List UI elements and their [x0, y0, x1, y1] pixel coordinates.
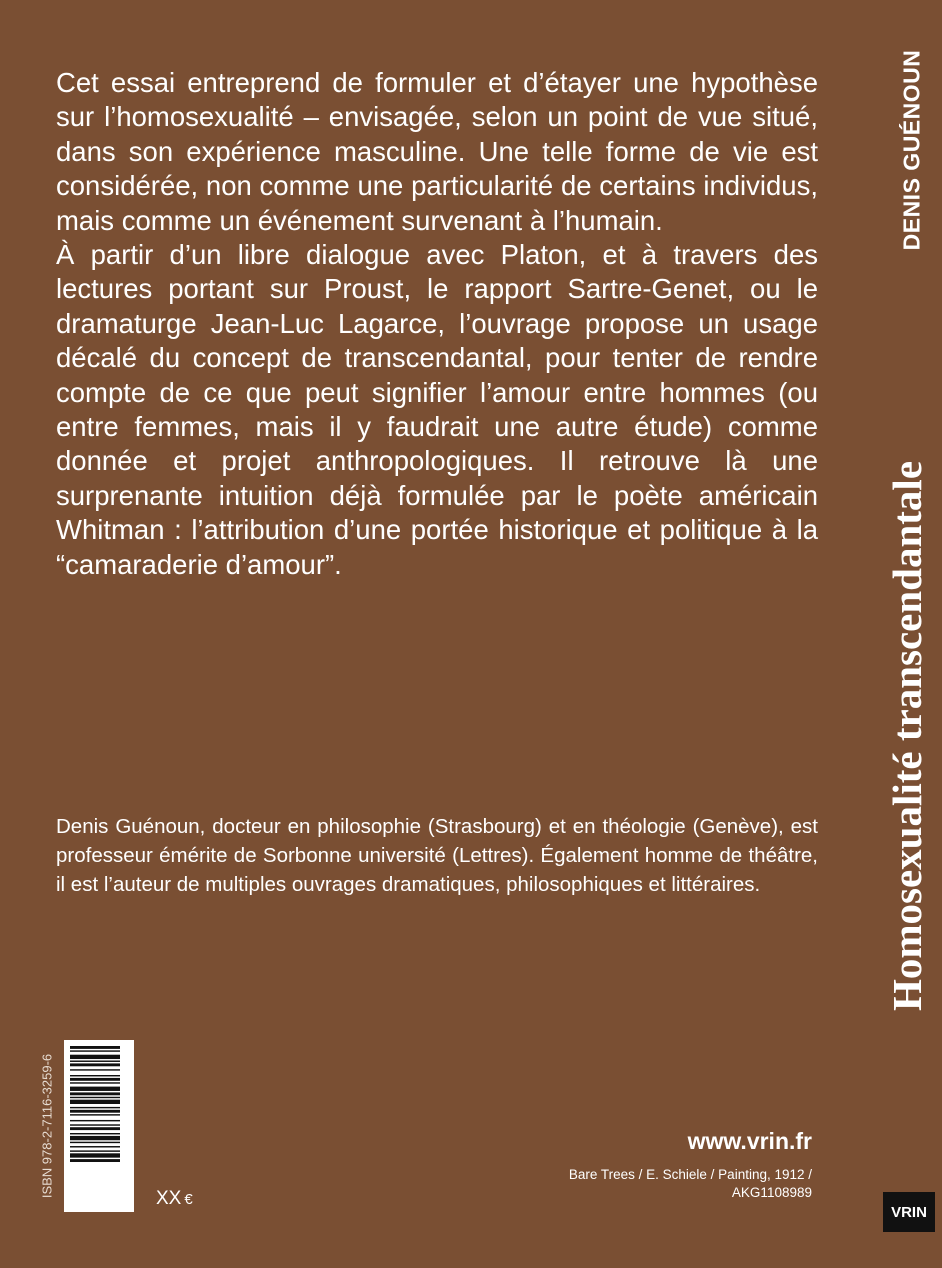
- image-credit-line-1: Bare Trees / E. Schiele / Painting, 1912 /: [568, 1167, 812, 1182]
- author-bio: Denis Guénoun, docteur en philosophie (Strasbourg) et en théologie (Genève), est professeur émérite de Sorbonne université (Lettres). Également homme de théâtre, il est l’auteur de multiples ouvrages dramatiques, philosophiques et littéraires.: [56, 815, 818, 896]
- isbn-label: [34, 1040, 60, 1212]
- barcode-bar: [70, 1078, 120, 1081]
- barcode-bar: [70, 1055, 120, 1059]
- isbn-text: ISBN 978-2-7116-3259-6: [39, 1053, 55, 1199]
- website-link: www.vrin.fr: [687, 1128, 812, 1154]
- barcode-bar: [70, 1087, 120, 1091]
- spine-author-text: DENIS GUÉNOUN: [898, 49, 925, 251]
- publisher-logo: VRIN: [883, 1192, 935, 1232]
- spine-author: [882, 45, 942, 255]
- barcode-bar: [70, 1114, 120, 1115]
- barcode-bar: [70, 1159, 120, 1162]
- blurb-paragraph-1: Cet essai entreprend de formuler et d’étayer une hypothèse sur l’homosexualité – envisagée, selon un point de vue situé, dans son expérience masculine. Une telle forme de vie est considérée, non comme une particularité de certains individus, mais comme un événement survenant à l’humain.: [56, 67, 818, 236]
- barcode-bar: [70, 1146, 120, 1147]
- price-amount: XX: [156, 1188, 182, 1209]
- price-currency: €: [184, 1191, 193, 1208]
- barcode: [64, 1040, 134, 1212]
- blurb-paragraph-2: À partir d’un libre dialogue avec Platon, et à travers des lectures portant sur Proust, le rapport Sartre-Genet, ou le dramaturge Jean-Luc Lagarce, l’ouvrage propose un usage décalé du concept de transcendantal, pour tenter de rendre compte de ce que peut signifier l’amour entre hommes (ou entre femmes, mais il y faudrait une autre étude) comme donnée et projet anthropologiques. Il retrouve là une surprenante intuition déjà formulée par le poète américain Whitman : l’attribution d’une portée historique et politique à la “camaraderie d’amour”.: [56, 239, 818, 580]
- barcode-bar: [70, 1153, 120, 1157]
- barcode-bar: [70, 1069, 120, 1070]
- barcode-bar: [70, 1046, 120, 1049]
- barcode-bar: [70, 1133, 120, 1134]
- barcode-bar: [70, 1082, 120, 1083]
- barcode-bar: [70, 1075, 120, 1076]
- spine-title: [872, 430, 942, 1042]
- barcode-bar: [70, 1097, 120, 1098]
- barcode-bar: [70, 1150, 120, 1151]
- barcode-bar: [70, 1136, 120, 1140]
- barcode-bar: [70, 1120, 120, 1121]
- barcode-bar: [70, 1127, 120, 1130]
- barcode-icon: [64, 1040, 134, 1212]
- barcode-bar: [70, 1100, 120, 1104]
- price: [156, 1188, 193, 1210]
- barcode-bar: [70, 1050, 120, 1051]
- image-credit: [512, 1166, 812, 1202]
- spine-title-text: Homosexualité transcendantale: [884, 460, 930, 1012]
- image-credit-line-2: AKG1108989: [731, 1185, 812, 1200]
- barcode-bar: [70, 1110, 120, 1113]
- barcode-bar: [70, 1124, 120, 1125]
- barcode-bar: [70, 1061, 120, 1062]
- barcode-bar: [70, 1063, 120, 1066]
- barcode-bar: [70, 1142, 120, 1143]
- barcode-bar: [70, 1107, 120, 1108]
- barcode-bar: [70, 1092, 120, 1095]
- blurb: [56, 66, 818, 582]
